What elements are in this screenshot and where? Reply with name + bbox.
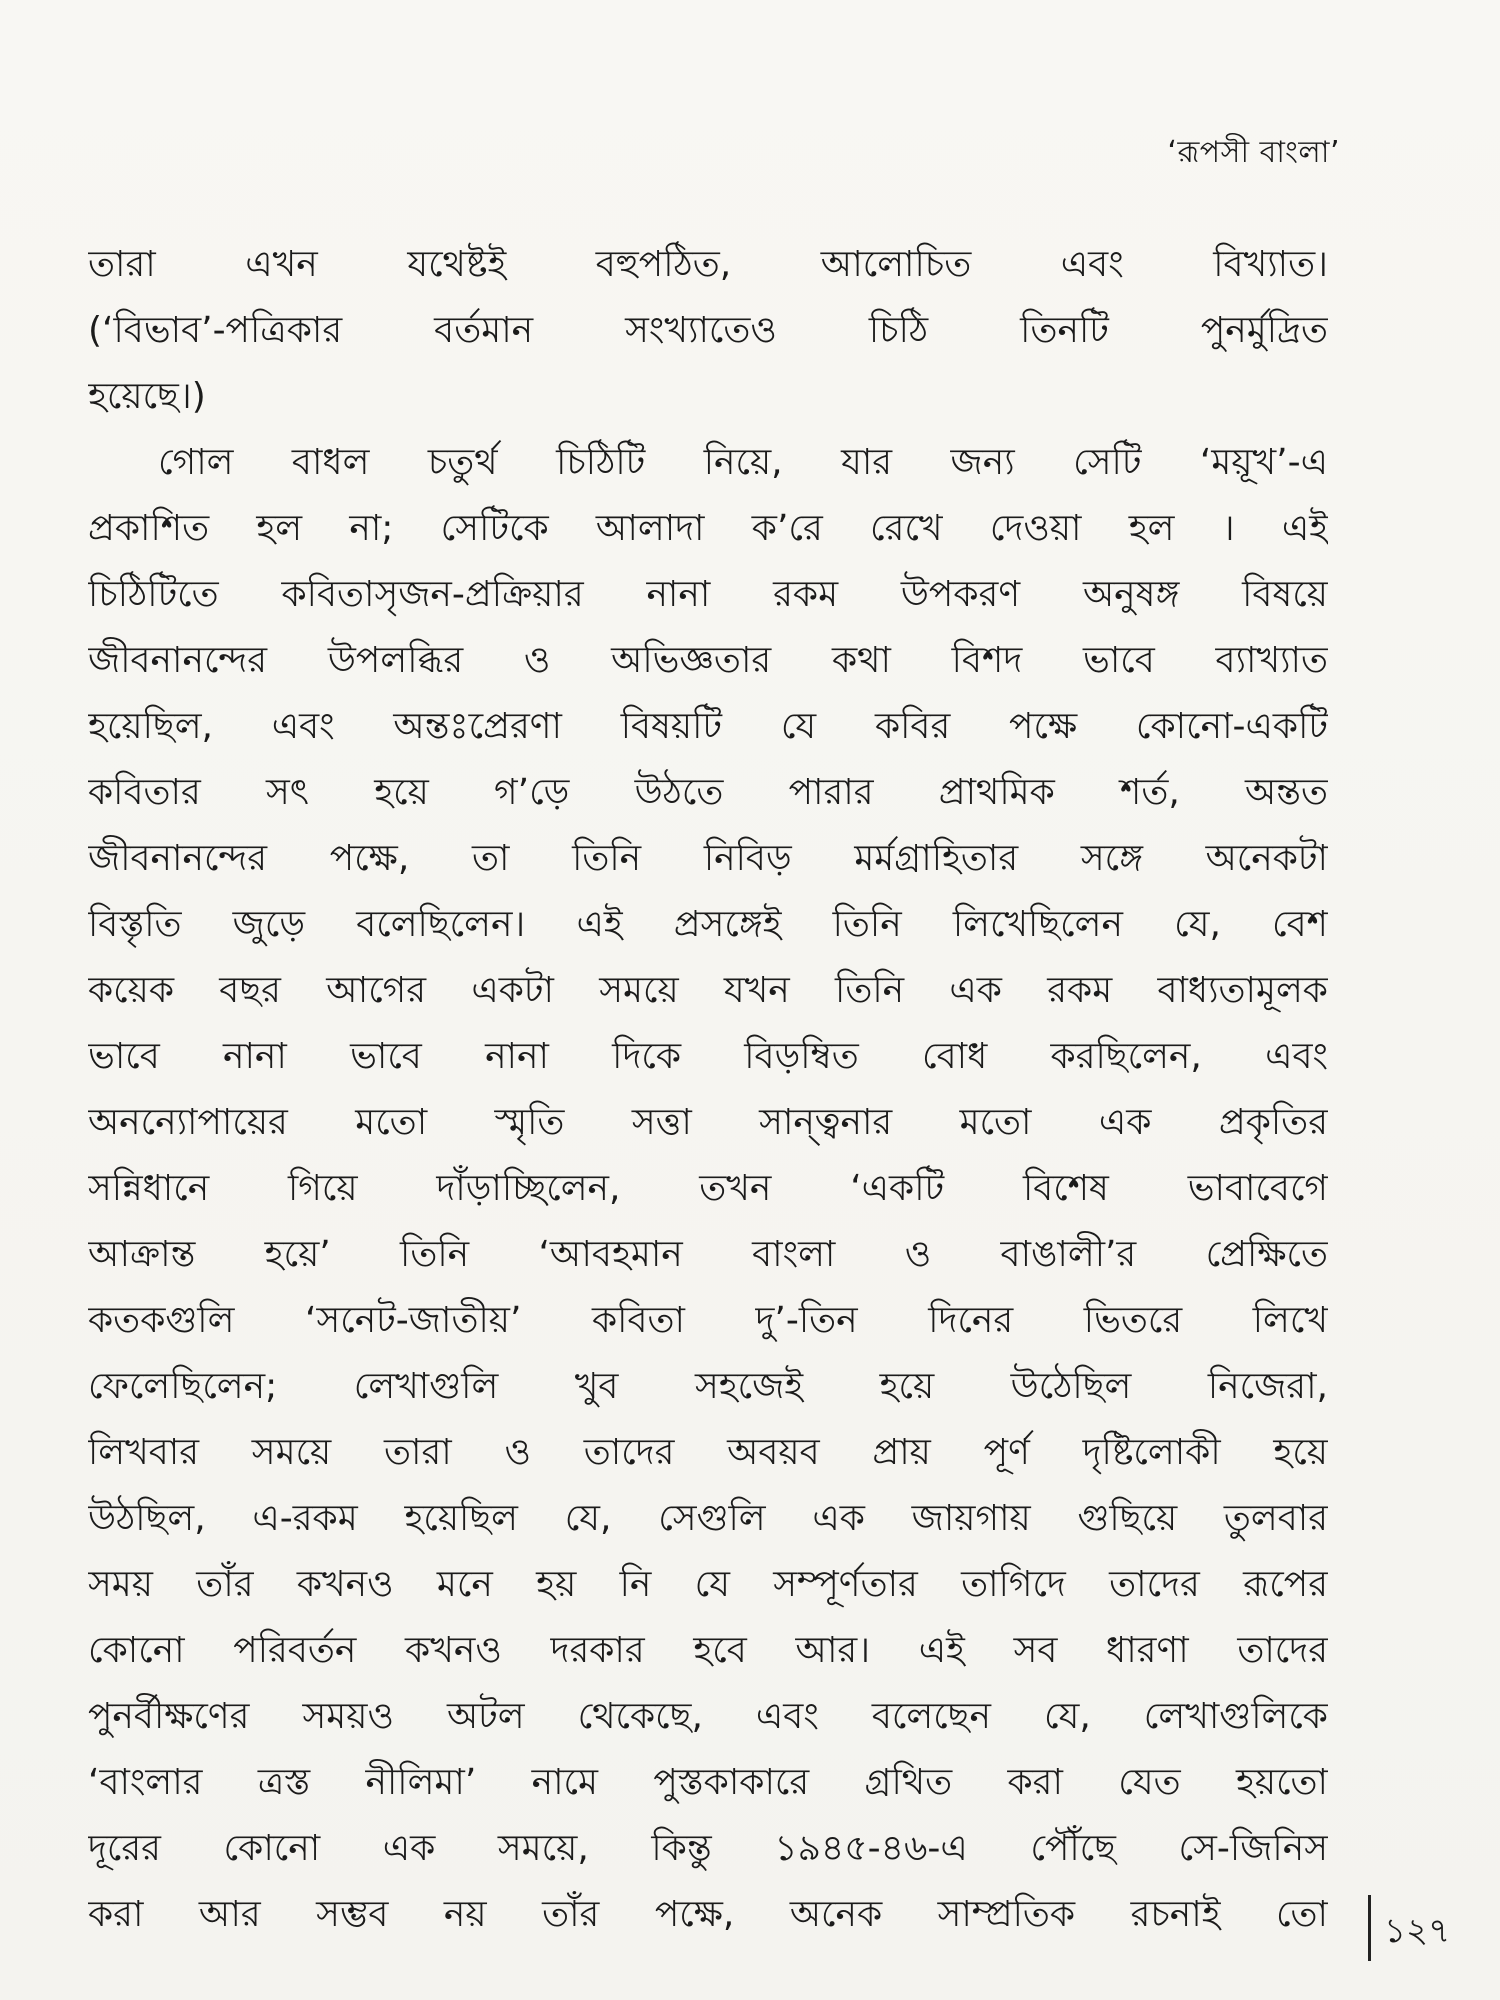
text-line: লিখবার সময়ে তারা ও তাদের অবয়ব প্রায় পূর্ণ দৃষ্টিলোকী হয়ে (88, 1432, 1328, 1473)
text-line: চিঠিটিতে কবিতাসৃজন-প্রক্রিয়ার নানা রকম উপকরণ অনুষঙ্গ বিষয়ে (88, 574, 1328, 615)
text-line: করা আর সম্ভব নয় তাঁর পক্ষে, অনেক সাম্প্রতিক রচনাই তো (88, 1894, 1328, 1935)
text-line: সন্নিধানে গিয়ে দাঁড়াচ্ছিলেন, তখন ‘একটি বিশেষ ভাবাবেগে (88, 1168, 1328, 1209)
paragraph-first-line: গোল বাধল চতুর্থ চিঠিটি নিয়ে, যার জন্য সেটি ‘ময়ূখ’-এ (158, 442, 1328, 483)
text-line: কোনো পরিবর্তন কখনও দরকার হবে আর। এই সব ধারণা তাদের (88, 1630, 1328, 1671)
text-line: জীবনানন্দের পক্ষে, তা তিনি নিবিড় মর্মগ্রাহিতার সঙ্গে অনেকটা (88, 838, 1328, 879)
text-line: বিস্তৃতি জুড়ে বলেছিলেন। এই প্রসঙ্গেই তিনি লিখেছিলেন যে, বেশ (88, 904, 1328, 945)
text-line: হয়েছিল, এবং অন্তঃপ্রেরণা বিষয়টি যে কবির পক্ষে কোনো-একটি (88, 706, 1328, 747)
text-line: জীবনানন্দের উপলব্ধির ও অভিজ্ঞতার কথা বিশদ ভাবে ব্যাখ্যাত (88, 640, 1328, 681)
text-line: কবিতার সৎ হয়ে গ’ড়ে উঠতে পারার প্রাথমিক শর্ত, অন্তত (88, 772, 1328, 813)
text-line: ফেলেছিলেন; লেখাগুলি খুব সহজেই হয়ে উঠেছিল নিজেরা, (88, 1366, 1328, 1407)
text-line: প্রকাশিত হল না; সেটিকে আলাদা ক’রে রেখে দেওয়া হল । এই (88, 508, 1328, 549)
running-header-title: ‘রূপসী বাংলা’ (1167, 135, 1340, 170)
text-line: অনন্যোপায়ের মতো স্মৃতি সত্তা সান্ত্বনার মতো এক প্রকৃতির (88, 1102, 1328, 1143)
text-line: ‘বাংলার ত্রস্ত নীলিমা’ নামে পুস্তকাকারে গ্রথিত করা যেত হয়তো (88, 1762, 1328, 1803)
page-number: ১২৭ (1384, 1911, 1451, 1951)
text-line: পুনর্বীক্ষণের সময়ও অটল থেকেছে, এবং বলেছেন যে, লেখাগুলিকে (88, 1696, 1328, 1737)
text-line: উঠছিল, এ-রকম হয়েছিল যে, সেগুলি এক জায়গায় গুছিয়ে তুলবার (88, 1498, 1328, 1539)
text-line: কতকগুলি ‘সনেট-জাতীয়’ কবিতা দু’-তিন দিনের ভিতরে লিখে (88, 1300, 1328, 1341)
body-text (88, 232, 1328, 1948)
text-line: তারা এখন যথেষ্টই বহুপঠিত, আলোচিত এবং বিখ্যাত। (88, 244, 1328, 285)
text-line: আক্রান্ত হয়ে’ তিনি ‘আবহমান বাংলা ও বাঙালী’র প্রেক্ষিতে (88, 1234, 1328, 1275)
page-number-rule (1368, 1895, 1371, 1961)
text-line: কয়েক বছর আগের একটা সময়ে যখন তিনি এক রকম বাধ্যতামূলক (88, 970, 1328, 1011)
text-line: ভাবে নানা ভাবে নানা দিকে বিড়ম্বিত বোধ করছিলেন, এবং (88, 1036, 1328, 1077)
text-line: দূরের কোনো এক সময়ে, কিন্তু ১৯৪৫-৪৬-এ পৌঁছে সে-জিনিস (88, 1828, 1328, 1869)
text-line: সময় তাঁর কখনও মনে হয় নি যে সম্পূর্ণতার তাগিদে তাদের রূপের (88, 1564, 1328, 1605)
text-line: (‘বিভাব’-পত্রিকার বর্তমান সংখ্যাতেও চিঠি তিনটি পুনর্মুদ্রিত (88, 310, 1328, 351)
text-line: হয়েছে।) (88, 376, 206, 417)
